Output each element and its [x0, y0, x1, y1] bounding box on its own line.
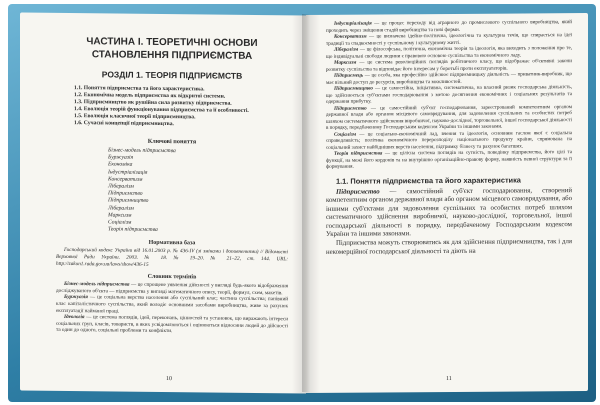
normative-title: Нормативна база	[148, 240, 196, 247]
key-concept-item: Підприємство	[108, 190, 143, 198]
book-spine-shadow	[302, 14, 310, 392]
left-page-content	[56, 31, 288, 336]
glossary-definition: — це визначена ідейно-політична, ідеологічна та культурна течія, що спирається на ідеї традиції та спадкоємності у суспільному і культурному житті.	[326, 32, 572, 47]
glossary-definition: Підприємства можуть створюватись як для здійснення підприємництва, так і для некомерційної господарської діяльності та діють на	[326, 238, 572, 256]
glossary-definition: — це система поглядів, ідей, переконань, цінностей та установок, що виражають інтереси соціальних груп, класів, товариств, в яких усвідомлюються і оцінюються відносини людей до дійсності та один до одного, соціальні проблеми та конфлікти.	[56, 314, 288, 335]
toc-item: 1.2. Економічна модель підприємства як відкритої системи.	[74, 92, 226, 100]
glossary-entry	[326, 104, 572, 132]
part-title	[56, 35, 288, 63]
normative-text: Господарський кодекс України від 16.01.2003 р. № 436-IV (зі змінами і доповненнями) // Відомості Верховної Ради України. 2003. № 18. № 19–20. № 21–22, ст. 144. URL: http://zakon1.rada.gov.ua/laws/show/436-15	[56, 247, 288, 268]
page-number-right: 11	[446, 375, 452, 383]
glossary-entry	[326, 187, 572, 240]
section-heading: 1.1. Поняття підприємства та його характеристика	[336, 174, 521, 186]
key-concept-item: Консерватизм	[108, 176, 143, 183]
glossary-entry	[326, 149, 572, 170]
key-concept-item: Економіка	[108, 161, 133, 169]
glossary-term: Підприємство	[334, 105, 367, 112]
key-concepts-list	[108, 147, 288, 235]
toc-item: 1.3. Підприємництво як рушійна сила розвитку підприємства.	[74, 99, 232, 107]
left-page	[20, 13, 306, 394]
glossary-term: Буржуазія	[64, 294, 88, 301]
glossary-term: Індустріалізація	[334, 20, 372, 27]
page-number-left: 10	[166, 376, 172, 383]
toc-item: 1.4. Еволюція теорій функціонування підприємства та її особливості.	[74, 106, 249, 114]
glossary-term: Марксизм	[334, 59, 357, 66]
glossary-right	[326, 19, 572, 170]
glossary-entry	[326, 238, 572, 257]
glossary-definition: — це філософська, політична, економічна теорія та ідеологія, яка виходить з положення про те, що індивідуальні свободи людини є правовою основою суспільства та економічного ладу.	[326, 45, 572, 60]
glossary-term: Соціалізм	[334, 131, 357, 138]
open-book	[20, 14, 588, 392]
glossary-term: Теорія підприємства	[334, 150, 383, 157]
glossary-definition: — це особа, яка професійно здійснює підприємницьку діяльність — приватник-виробник, що має вільний доступ до ресурсів, виробництва та можливостей.	[326, 71, 572, 86]
glossary-term: Підприємство	[336, 187, 380, 196]
glossary-definition: — це самостійний суб'єкт господарювання, зареєстрований компетентним органом державної влади або органом місцевого самоврядування, для задоволення суспільних та особистих потреб шляхом систематичного здійснення виробничої, науково-дослідної, торговельної, іншої господарської діяльності в порядку, передбаченому Господарським кодексом України та іншими законами.	[326, 103, 572, 131]
table-of-contents	[74, 85, 288, 129]
part-title-line-1: ЧАСТИНА І. ТЕОРЕТИЧНІ ОСНОВИ	[86, 36, 258, 49]
key-concepts-title: Ключові поняття	[147, 137, 197, 146]
toc-item: 1.1. Поняття підприємства та його характеристика.	[74, 85, 205, 93]
glossary-term: Ідеологія	[64, 314, 85, 321]
toc-item: 1.6. Сучасні концепції підприємництва.	[74, 120, 174, 128]
right-page	[306, 13, 588, 393]
glossary-term: Підприємець	[334, 72, 364, 79]
glossary-term: Бізнес-модель підприємства	[64, 281, 130, 288]
glossary-term: Підприємництво	[334, 85, 373, 92]
key-concept-item: Теорія підприємства	[108, 226, 158, 234]
glossary-entry	[326, 130, 572, 151]
toc-item: 1.5. Еволюція класичної теорії підприємництва.	[74, 113, 196, 121]
key-concept-item: Індустріалізація	[108, 169, 148, 176]
key-concept-item: Буржуазія	[108, 154, 134, 161]
right-page-content	[326, 19, 572, 257]
glossary-definition: — самостійний суб'єкт господарювання, створений компетентним органом державної влади або органом місцевого самоврядування, або іншими суб'єктами для задоволення суспільних та особистих потреб шляхом систематичного здійснення виробничої, науково-дослідної, торговельної, іншої господарської діяльності в порядку, передбаченому Господарським кодексом України та іншими законами.	[326, 186, 572, 239]
key-concept-item: Лібералізм	[108, 205, 134, 212]
glossary-definition: — це спрощене уявлення дійсності у вигляді будь-якого відображення досліджуваного об'єкта — підприємства у вигляді математичного опису, теорії, формул, схем, макетів.	[56, 281, 288, 297]
section-title: РОЗДІЛ 1. ТЕОРІЯ ПІДПРИЄМСТВ	[101, 69, 243, 81]
glossary-term: Консерватизм	[334, 33, 367, 40]
key-concept-item: Підприємництво	[108, 197, 149, 205]
key-concept-item: Лібералізм	[108, 183, 134, 190]
key-concept-item: Соціалізм	[108, 219, 132, 226]
glossary-definition: — це соціально-економічний лад, вчення та ідеологія, основним гаслом якої є соціальна справедливість; політика економічного перерозподілу національного продукту країни, спрямована на соціальний захист найбідніших верств населення, підтримку бізнесу та рахунок багатших.	[326, 129, 572, 151]
glossary-definition: — це соціальна верства населення або суспільний клас; частина суспільства; панівний клас капіталістичного суспільства, який володіє основними засобами виробництва, живе за рахунок експлуатації найманої праці.	[56, 294, 288, 315]
key-concept-item: Марксизм	[108, 212, 132, 219]
glossary-definition: — це самостійна, ініціативна, систематична, на власний ризик господарська діяльність, що здійснюється суб'єктами господарювання з метою досягнення економічних і соціальних результатів та одержання прибутку.	[326, 84, 572, 105]
glossary-left	[56, 281, 288, 336]
glossary-term: Лібералізм	[334, 46, 359, 53]
glossary-entry	[56, 314, 288, 336]
glossary-title: Словник термінів	[147, 274, 197, 281]
glossary-entry	[56, 294, 288, 316]
part-title-line-2: СТАНОВЛЕННЯ ПІДПРИЄМСТВА	[91, 49, 253, 62]
glossary-definition: — це цілісна система поглядів на сутність, поведінку підприємства, його цілі та функції, на межі його кордонів та на внутрішню організаційно-правову форму, наявність певної структури та її формування.	[326, 149, 572, 170]
glossary-entry	[326, 84, 572, 105]
glossary-definition: — це процес переходу від аграрного до промислового суспільного виробництва, який проходить через зміщення стадій виробництва та нові форми.	[326, 19, 572, 34]
main-text	[326, 187, 572, 257]
glossary-definition: — це система революційних поглядів робітничого класу, що відображає об'єктивні закони розвитку суспільства та відповідає його інтересам у боротьбі проти експлуататорів.	[326, 58, 572, 73]
key-concept-item: Бізнес-модель підприємства	[108, 147, 176, 155]
